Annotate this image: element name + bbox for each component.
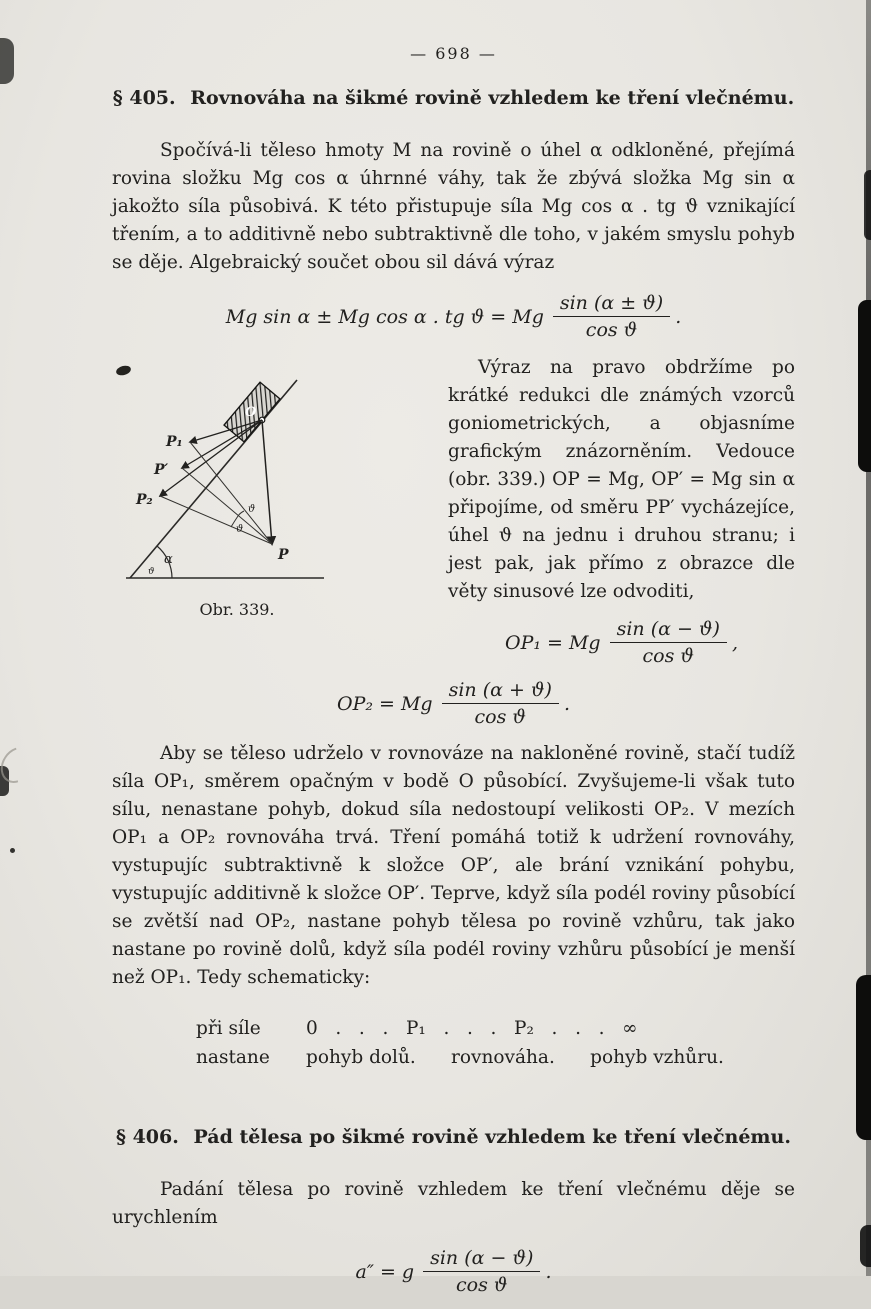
- scan-artifact-right-3: [864, 170, 871, 240]
- fraction-denominator: cos ϑ: [642, 645, 694, 667]
- formula-sum-lhs: Mg sin α ± Mg cos α . tg ϑ = Mg: [225, 305, 544, 328]
- fraction-numerator: sin (α ± ϑ): [553, 292, 670, 317]
- formula-op1-lhs: OP₁ = Mg: [505, 631, 601, 654]
- figure-text-wrap: [112, 354, 795, 992]
- label-alpha: α: [164, 552, 173, 567]
- page-number: — 698 —: [410, 44, 497, 63]
- vector-OP: [262, 420, 272, 544]
- figure-caption: Obr. 339.: [199, 600, 275, 619]
- fraction-denominator: cos ϑ: [474, 706, 526, 728]
- formula-op1-fraction: [610, 618, 727, 667]
- section-406-heading: [112, 1124, 795, 1150]
- label-P: P: [278, 547, 289, 563]
- formula-acceleration: [112, 1247, 795, 1296]
- schematic-label-result: nastane: [196, 1047, 270, 1068]
- label-O: O: [245, 405, 257, 420]
- formula-op1: [448, 618, 795, 667]
- schematic-values-result: pohyb dolů. rovnováha. pohyb vzhůru.: [306, 1047, 724, 1068]
- schematic-values-force: 0 . . . P₁ . . . P₂ . . . ∞: [306, 1018, 638, 1039]
- vector-OP2: [160, 420, 262, 496]
- formula-sum-punct: .: [675, 305, 682, 328]
- incline-line: [130, 380, 297, 578]
- scan-artifact-right-2: [856, 975, 871, 1140]
- label-theta-bottom: ϑ: [148, 567, 155, 577]
- fraction-numerator: sin (α − ϑ): [423, 1247, 540, 1272]
- line-P-P2: [160, 496, 272, 544]
- paragraph-405-1: Spočívá-li těleso hmoty M na rovině o úhel α odkloněné, přejímá rovina složku Mg cos α úhrnné váhy, tak že zbývá složka Mg sin α jakožto síla působivá. K této přistupuje síla Mg cos α . tg ϑ vznikající třením, a to additivně nebo subtraktivně dle toho, v jakém smyslu pohyb se děje. Algebraický součet obou sil dává výraz: [112, 140, 795, 273]
- figure-obr-339: [112, 356, 428, 619]
- section-406-title: Pád tělesa po šikmé rovině vzhledem ke tření vlečnému.: [193, 1126, 791, 1148]
- fraction-denominator: cos ϑ: [585, 319, 638, 341]
- page-content: [112, 44, 795, 1309]
- scan-artifact-right-4: [860, 1225, 871, 1267]
- label-theta-b: ϑ: [236, 524, 244, 535]
- formula-acceleration-punct: .: [545, 1260, 552, 1283]
- label-P1: P₁: [166, 434, 183, 450]
- formula-op2-lhs: OP₂ = Mg: [337, 692, 433, 715]
- section-405-title: Rovnováha na šikmé rovině vzhledem ke tření vlečnému.: [190, 87, 795, 109]
- schematic-row-result: [196, 1043, 795, 1072]
- scan-artifact-top-left: [0, 38, 14, 84]
- theta-arc-a: [238, 511, 244, 516]
- section-405-number: § 405.: [112, 87, 176, 109]
- label-P2: P₂: [136, 492, 153, 508]
- formula-acceleration-fraction: [423, 1247, 540, 1296]
- line-P-Pprime: [182, 468, 272, 544]
- formula-sum-fraction: [553, 292, 670, 341]
- schematic-table: [196, 1014, 795, 1072]
- schematic-row-force: [196, 1014, 795, 1043]
- paragraph-406-1: Padání tělesa po rovině vzhledem ke tření vlečnému děje se urychlením: [112, 1179, 795, 1228]
- label-theta-a: ϑ: [248, 504, 256, 515]
- formula-op2-fraction: [442, 679, 559, 728]
- paragraph-405-2: Výraz na pravo obdržíme po krátké redukci dle známých vzorců goniometrických, a objasníme grafickým znázorněním. Vedouce (obr. 339.) OP = Mg, OP′ = Mg sin α připojíme, od směru PP′ vycházejíce, úhel ϑ na jednu i druhou stranu; i jest pak, jak přímo z obrazce dle věty sinusové lze odvoditi,: [448, 357, 795, 602]
- inclined-plane-diagram: [112, 356, 428, 594]
- formula-acceleration-lhs: a″ = g: [355, 1260, 415, 1283]
- ink-dot: [10, 848, 15, 853]
- fraction-numerator: sin (α + ϑ): [442, 679, 559, 704]
- scan-artifact-right-1: [858, 300, 871, 472]
- formula-sum: [112, 292, 795, 341]
- section-406-number: § 406.: [116, 1126, 179, 1148]
- label-Pprime: P′: [154, 462, 169, 478]
- vector-OPprime: [182, 420, 262, 468]
- fraction-numerator: sin (α − ϑ): [610, 618, 727, 643]
- formula-op1-punct: ,: [731, 631, 738, 654]
- schematic-label-force: při síle: [196, 1018, 261, 1039]
- fraction-denominator: cos ϑ: [456, 1274, 508, 1296]
- formula-op2-punct: .: [563, 692, 570, 715]
- formula-op2: [112, 679, 795, 728]
- paragraph-405-3: Aby se těleso udrželo v rovnováze na nakloněné rovině, stačí tudíž síla OP₁, směrem opačným v bodě O působící. Zvyšujeme-li však tuto sílu, nenastane pohyb, dokud síla nedostoupí velikosti OP₂. V mezích OP₁ a OP₂ rovnováha trvá. Tření pomáhá totiž k udržení rovnováhy, vystupujíc subtraktivně k složce OP′, ale brání vznikání pohybu, vystupujíc additivně k složce OP′. Teprve, když síla podél roviny působící se zvětší nad OP₂, nastane pohyb tělesa po rovině vzhůru, tak jako nastane po rovině dolů, když síla podél roviny vzhůru působící je menší než OP₁. Tedy schematicky:: [112, 743, 795, 988]
- section-405-heading: [112, 85, 795, 111]
